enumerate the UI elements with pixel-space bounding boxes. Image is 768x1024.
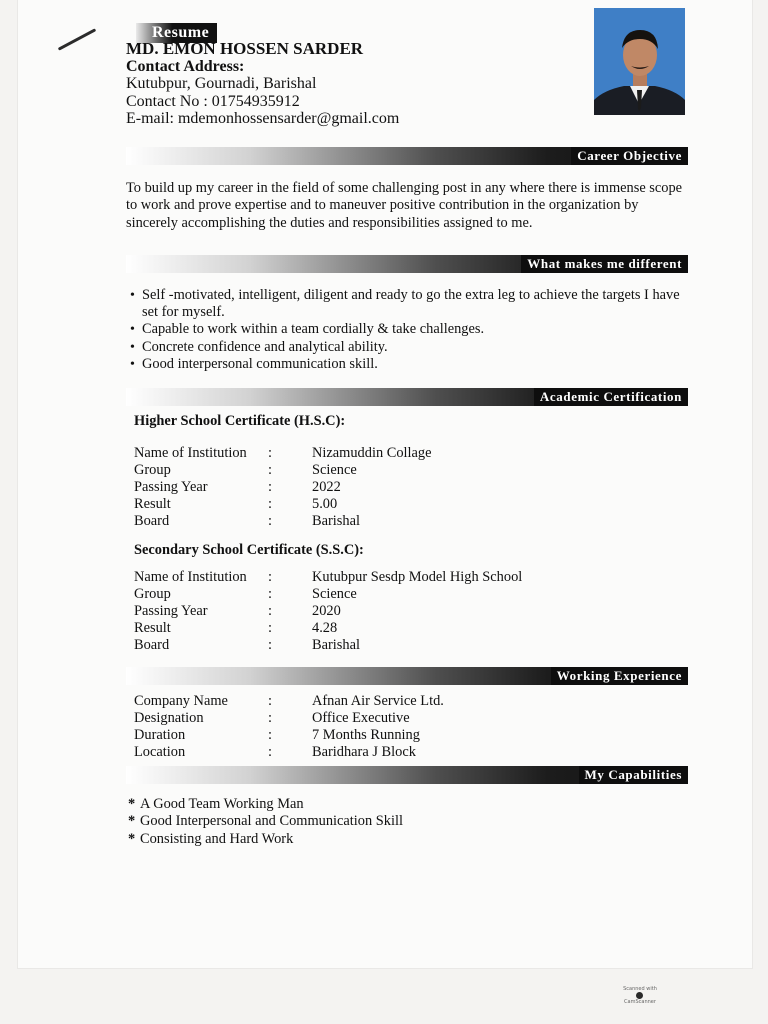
list-item: * Good Interpersonal and Communication Skill [128, 813, 694, 830]
row-label: Passing Year [134, 603, 208, 620]
pen-mark [58, 28, 96, 50]
list-item: * A Good Team Working Man [128, 796, 694, 813]
table-row [134, 744, 654, 761]
table-row [134, 496, 654, 513]
row-value: Science [312, 586, 357, 603]
hsc-heading: Higher School Certificate (H.S.C): [134, 413, 346, 429]
full-name: MD. EMON HOSSEN SARDER [126, 39, 364, 58]
list-item: • Self -motivated, intelligent, diligent and ready to go the extra leg to achieve the targets I have set for myself. [128, 287, 694, 321]
row-separator: : [268, 637, 272, 654]
row-value: Barishal [312, 513, 360, 530]
section-bar-capabilities [126, 766, 688, 784]
row-value: Nizamuddin Collage [312, 445, 432, 461]
table-row [134, 620, 654, 637]
row-value: Afnan Air Service Ltd. [312, 693, 444, 709]
experience-table [134, 693, 654, 761]
row-separator: : [268, 727, 272, 744]
table-row [134, 479, 654, 496]
table-row [134, 513, 654, 530]
table-row [134, 445, 654, 462]
different-list [128, 287, 694, 373]
row-label: Group [134, 586, 171, 603]
table-row [134, 569, 654, 586]
row-label: Board [134, 637, 170, 654]
row-separator: : [268, 445, 272, 461]
row-value: 2022 [312, 479, 341, 496]
section-bar-experience [126, 667, 688, 685]
scanner-line1: Scanned with [623, 986, 657, 992]
scanner-watermark [622, 986, 658, 1010]
row-label: Result [134, 496, 171, 513]
row-label: Name of Institution [134, 569, 247, 585]
row-value: 4.28 [312, 620, 338, 637]
section-bar-academic [126, 388, 688, 406]
list-item: • Capable to work within a team cordially & take challenges. [128, 321, 694, 338]
section-bar-career-objective [126, 147, 688, 165]
row-separator: : [268, 462, 272, 479]
row-value: Office Executive [312, 710, 410, 727]
row-separator: : [268, 603, 272, 620]
ssc-heading: Secondary School Certificate (S.S.C): [134, 542, 364, 558]
list-item: * Consisting and Hard Work [128, 831, 694, 848]
row-value: Kutubpur Sesdp Model High School [312, 569, 523, 585]
row-separator: : [268, 586, 272, 603]
list-item: • Concrete confidence and analytical ability. [128, 339, 694, 356]
row-value: Baridhara J Block [312, 744, 416, 761]
row-label: Designation [134, 710, 204, 727]
table-row [134, 603, 654, 620]
row-value: 5.00 [312, 496, 338, 513]
row-value: Barishal [312, 637, 360, 654]
table-row [134, 693, 654, 710]
resume-tag: Resume [136, 23, 217, 43]
row-separator: : [268, 496, 272, 513]
list-item: • Good interpersonal communication skill. [128, 356, 694, 373]
section-title: Academic Certification [534, 388, 688, 406]
ssc-table [134, 569, 654, 654]
row-separator: : [268, 744, 272, 761]
section-bar-different [126, 255, 688, 273]
section-title: Career Objective [571, 147, 688, 165]
row-value: 2020 [312, 603, 341, 620]
row-label: Company Name [134, 693, 228, 709]
table-row [134, 727, 654, 744]
section-title: My Capabilities [579, 766, 688, 784]
row-label: Name of Institution [134, 445, 247, 461]
row-separator: : [268, 513, 272, 530]
scanner-line2: CamScanner [624, 999, 656, 1005]
table-row [134, 710, 654, 727]
row-separator: : [268, 569, 272, 585]
contact-number: Contact No : 01754935912 [126, 92, 300, 110]
profile-photo [594, 8, 685, 115]
table-row [134, 462, 654, 479]
career-objective-text: To build up my career in the field of some challenging post in any where there is immense scope to work and prove expertise and to maneuver positive contribution in the organization by sincerely accomplishing the duties and responsibilities assigned to me. [126, 180, 683, 231]
row-separator: : [268, 479, 272, 496]
row-label: Group [134, 462, 171, 479]
row-label: Passing Year [134, 479, 208, 496]
section-title: What makes me different [521, 255, 688, 273]
hsc-table [134, 445, 654, 530]
row-separator: : [268, 620, 272, 637]
resume-page [18, 0, 752, 968]
table-row [134, 637, 654, 654]
row-label: Board [134, 513, 170, 530]
address: Kutubpur, Gournadi, Barishal [126, 75, 317, 92]
contact-label: Contact Address: [126, 57, 245, 75]
table-row [134, 586, 654, 603]
row-separator: : [268, 693, 272, 709]
capabilities-list [128, 796, 694, 848]
row-label: Location [134, 744, 186, 761]
row-label: Result [134, 620, 171, 637]
email: E-mail: mdemonhossensarder@gmail.com [126, 110, 400, 127]
row-value: 7 Months Running [312, 727, 420, 744]
scanner-logo-icon [636, 992, 643, 999]
row-value: Science [312, 462, 357, 479]
header [126, 40, 399, 128]
row-label: Duration [134, 727, 186, 744]
section-title: Working Experience [551, 667, 688, 685]
row-separator: : [268, 710, 272, 727]
